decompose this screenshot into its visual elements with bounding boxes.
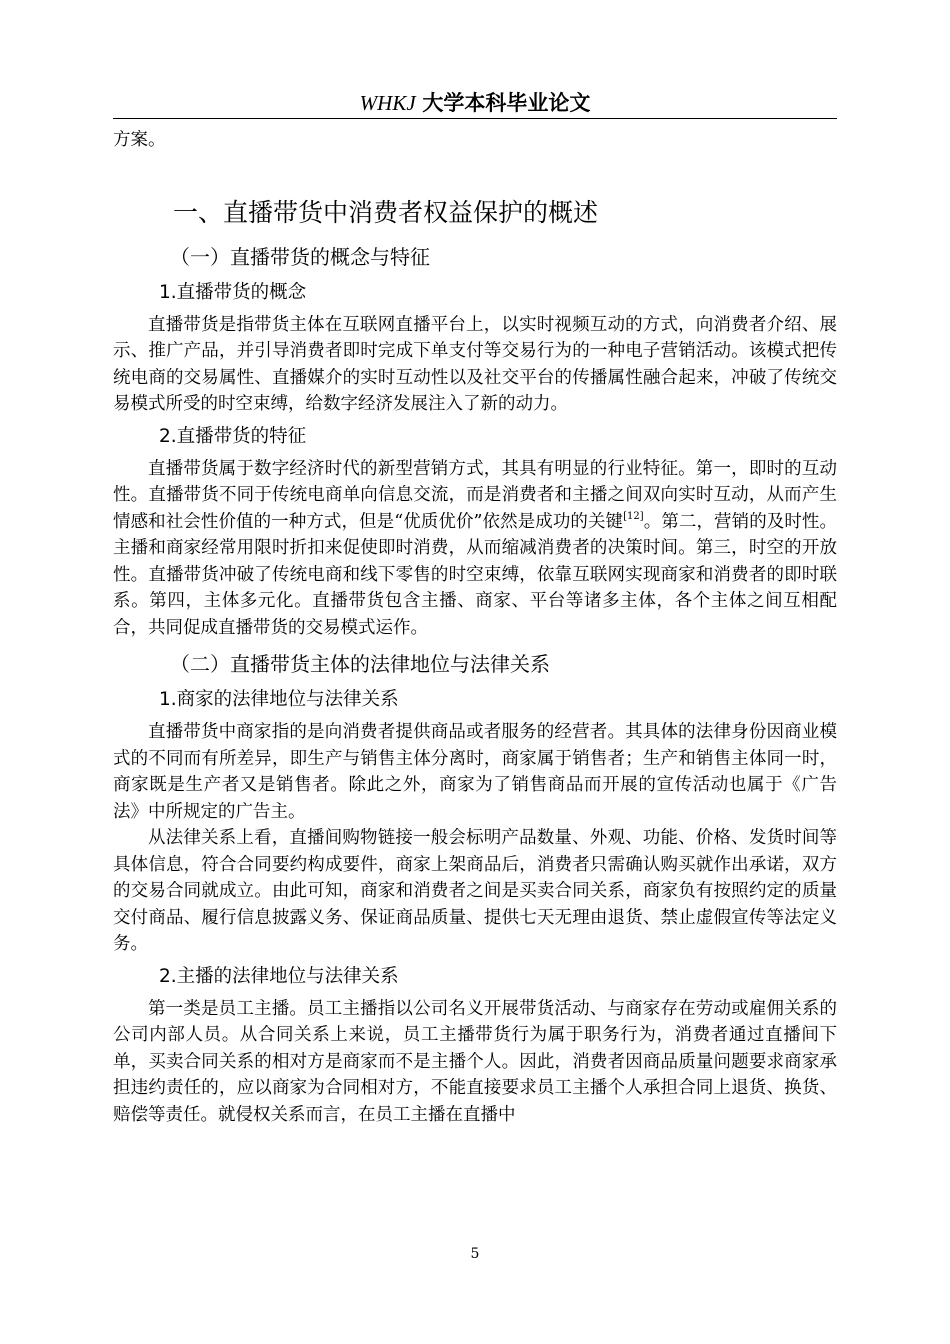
citation-12: [12]: [623, 510, 644, 522]
header-latin: WHKJ: [359, 91, 416, 115]
paragraph-merchant-relation: 从法律关系上看，直播间购物链接一般会标明产品数量、外观、功能、价格、发货时间等具体信息，符合合同要约构成要件，商家上架商品后，消费者只需确认购买就作出承诺，双方的交易合同就成立。由此可知，商家和消费者之间是买卖合同关系，商家负有按照约定的质量交付商品、履行信息披露义务、保证商品质量、提供七天无理由退货、禁止虚假宣传等法定义务。: [113, 828, 837, 954]
paragraph-merchant-status: 直播带货中商家指的是向消费者提供商品或者服务的经营者。其具体的法律身份因商业模式的不同而有所差异，即生产与销售主体分离时，商家属于销售者；生产和销售主体同一时，商家既是生产者又是销售者。除此之外，商家为了销售商品而开展的宣传活动也属于《广告法》中所规定的广告主。: [113, 722, 837, 822]
features-text-b: 。第二，营销的及时性。主播和商家经常用限时折扣来促使即时消费，从而缩减消费者的决策时间。第三，时空的开放性。直播带货冲破了传统电商和线下零售的时空束缚，依靠互联网实现商家和消费者的即时联系。第四，主体多元化。直播带货包含主播、商家、平台等诸多主体，各个主体之间互相配合，共同促成直播带货的交易模式运作。: [113, 511, 837, 638]
continuation-text: 方案。: [113, 130, 166, 150]
subsection-2-2-title: 2.主播的法律地位与法律关系: [159, 965, 399, 987]
paragraph-concept: 直播带货是指带货主体在互联网直播平台上，以实时视频互动的方式，向消费者介绍、展示、推广产品，并引导消费者即时完成下单支付等交易行为的一种电子营销活动。该模式把传统电商的交易属性、直播媒介的实时互动性以及社交平台的传播属性融合起来，冲破了传统交易模式所受的时空束缚，给数字经济发展注入了新的动力。: [113, 314, 837, 414]
features-text-a: 直播带货属于数字经济时代的新型营销方式，其具有明显的行业特征。第一，即时的互动性。直播带货不同于传统电商单向信息交流，而是消费者和主播之间双向实时互动，从而产生情感和社会性价值的一种方式，但是“优质优价”依然是成功的关键: [113, 458, 837, 532]
page-body: [113, 127, 837, 1128]
header-title: 大学本科毕业论文: [422, 91, 591, 115]
page-header: [113, 88, 837, 118]
section-1-title: （一）直播带货的概念与特征: [170, 244, 430, 269]
subsection-1-2-title: 2.直播带货的特征: [159, 425, 307, 447]
paragraph-features: [113, 456, 837, 642]
subsection-2-1-title: 1.商家的法律地位与法律关系: [159, 689, 399, 710]
header-rule: [113, 118, 837, 119]
page-number: 5: [470, 1246, 480, 1262]
section-2-title: （二）直播带货主体的法律地位与法律关系: [170, 652, 550, 676]
subsection-1-1-title: 1.直播带货的概念: [159, 281, 307, 303]
chapter-title: 一、直播带货中消费者权益保护的概述: [173, 197, 599, 227]
paragraph-anchor-status: 第一类是员工主播。员工主播指以公司名义开展带货活动、与商家存在劳动或雇佣关系的公司内部人员。从合同关系上来说，员工主播带货行为属于职务行为，消费者通过直播间下单，买卖合同关系的相对方是商家而不是主播个人。因此，消费者因商品质量问题要求商家承担违约责任的，应以商家为合同相对方，不能直接要求员工主播个人承担合同上退货、换货、赔偿等责任。就侵权关系而言，在员工主播在直播中: [113, 998, 837, 1125]
